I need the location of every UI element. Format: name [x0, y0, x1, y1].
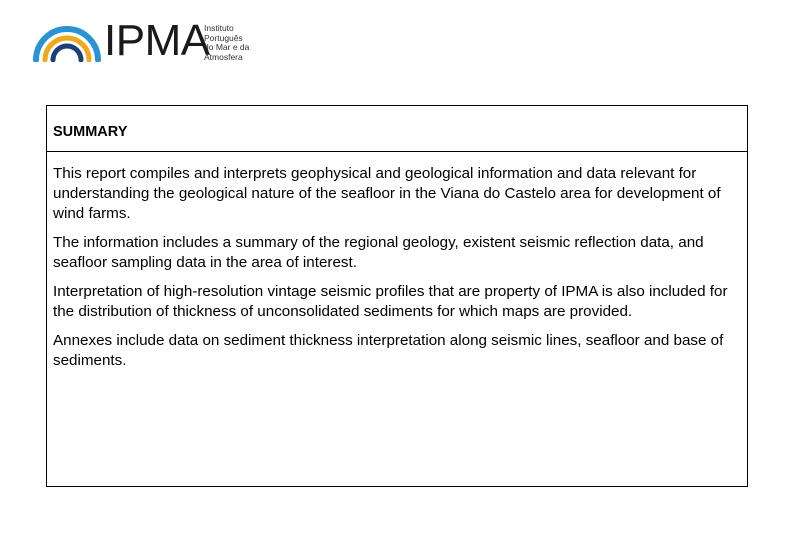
logo-subtitle-line: Instituto — [204, 23, 234, 33]
logo-subtitle-line: Português — [204, 32, 243, 43]
summary-paragraph: Interpretation of high-resolution vintage seismic profiles that are property of IPMA is also included for the distribution of thickness of unconsolidated sediments for which maps are provided. — [53, 283, 728, 320]
summary-body — [47, 152, 747, 371]
logo-subtitle-line: do Mar e da — [204, 42, 250, 52]
ipma-arcs-icon — [32, 22, 102, 62]
summary-paragraph: This report compiles and interprets geophysical and geological information and data relevant for understanding the geological nature of the seafloor in the Viana do Castelo area for development of wind farms. — [53, 165, 721, 222]
summary-heading: SUMMARY — [47, 106, 747, 152]
logo-wordmark: IPMA — [104, 16, 210, 65]
logo-subtitle — [204, 24, 274, 62]
summary-paragraph: Annexes include data on sediment thickness interpretation along seismic lines, seafloor and base of sediments. — [53, 332, 724, 369]
ipma-logo — [32, 18, 272, 66]
summary-paragraph: The information includes a summary of the regional geology, existent seismic reflection data, and seafloor sampling data in the area of interest. — [53, 234, 704, 271]
logo-subtitle-line: Atmosfera — [204, 51, 243, 62]
summary-box — [46, 105, 748, 487]
